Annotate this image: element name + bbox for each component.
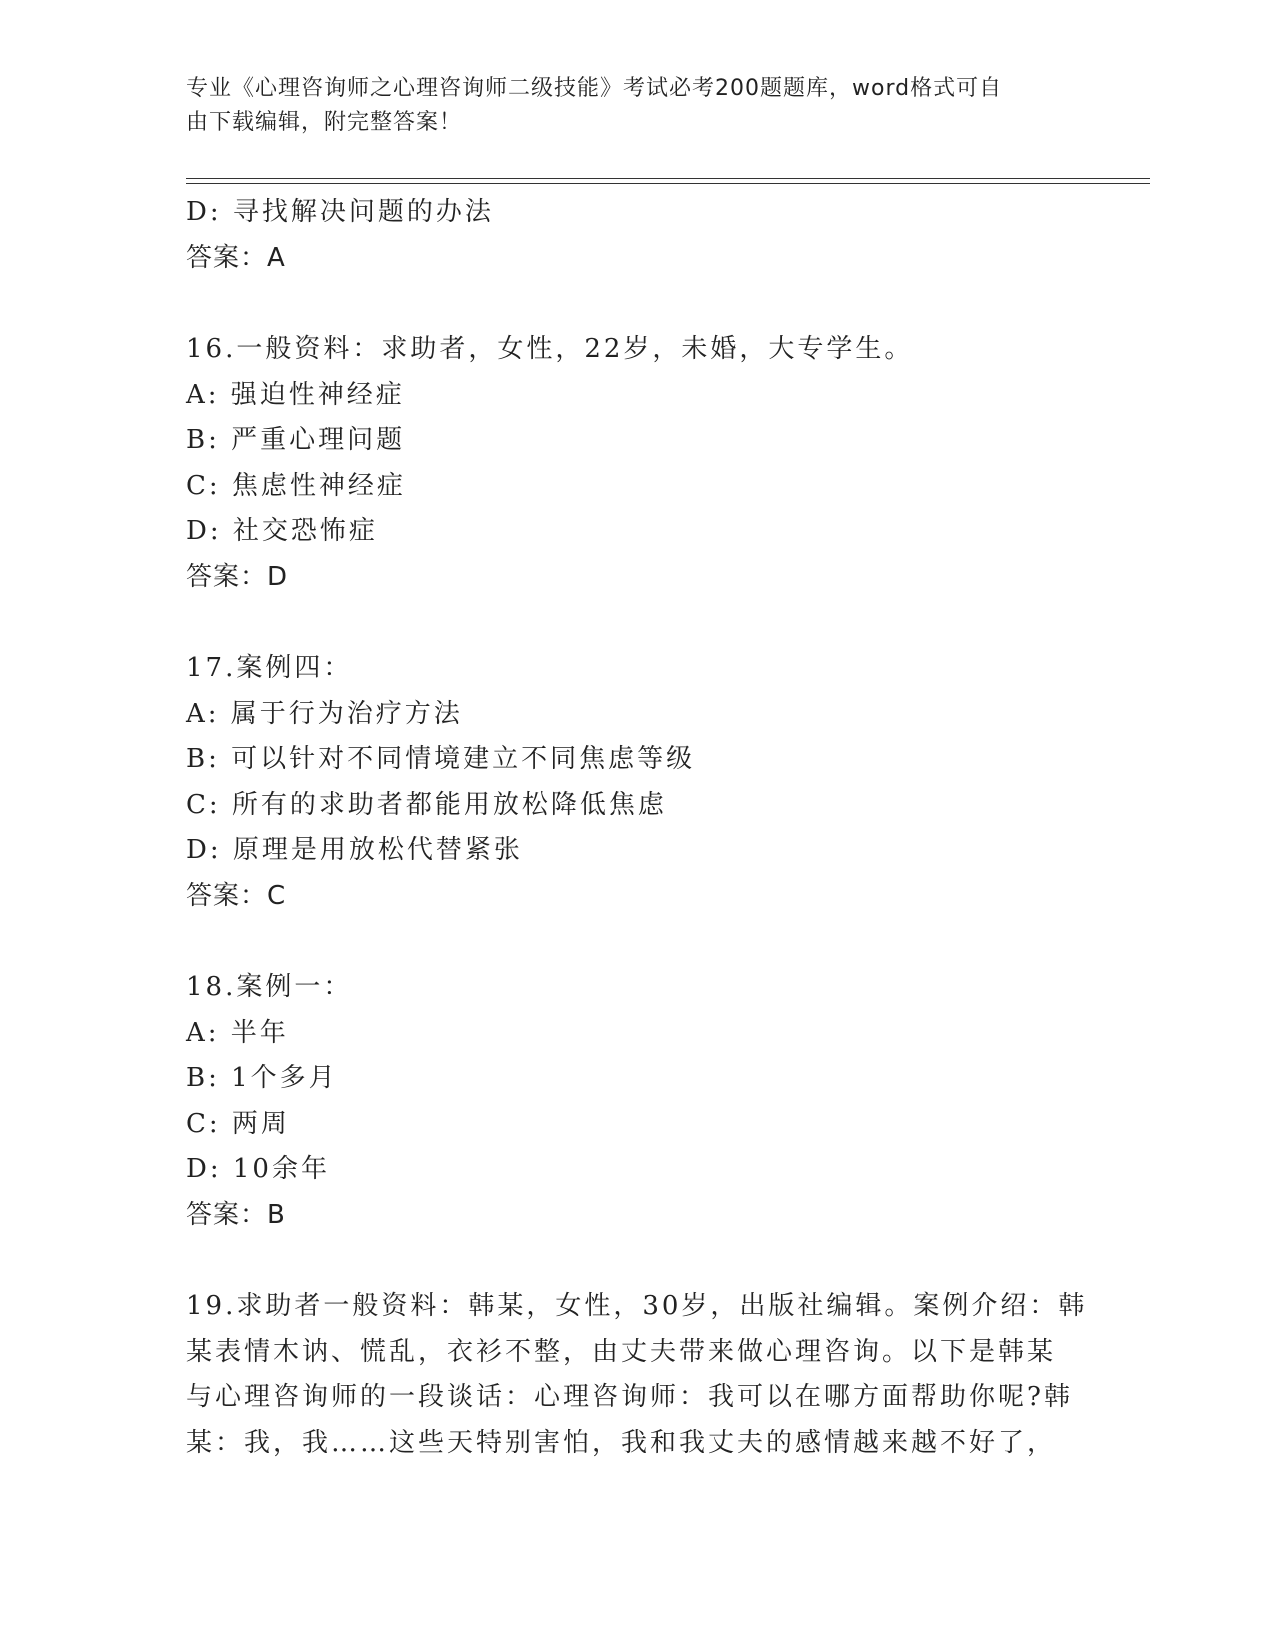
question-stem: 17.案例四：	[186, 653, 353, 683]
option-b: B: 严重心理问题	[186, 425, 406, 455]
spacer	[186, 1238, 1086, 1284]
header-divider-bottom	[186, 183, 1150, 184]
option-a: A: 属于行为治疗方法	[186, 698, 463, 729]
option-b: B: 可以针对不同情境建立不同焦虑等级	[186, 744, 696, 774]
header-line-2: 由下载编辑，附完整答案！	[186, 110, 463, 135]
document-header	[186, 72, 1066, 140]
question-stem-line: 某表情木讷、慌乱，衣衫不整，由丈夫带来做心理咨询。以下是韩某	[186, 1336, 1057, 1367]
question-17	[186, 646, 1086, 919]
option-c: C: 焦虑性神经症	[186, 470, 406, 501]
answer: 答案：D	[186, 561, 289, 592]
question-18	[186, 965, 1086, 1238]
question-19	[186, 1284, 1086, 1466]
option-d: D: 社交恐怖症	[186, 516, 378, 546]
option-c: C: 两周	[186, 1108, 290, 1139]
prev-option-d: D: 寻找解决问题的办法	[186, 197, 494, 227]
spacer	[186, 919, 1086, 965]
option-c: C: 所有的求助者都能用放松降低焦虑	[186, 789, 667, 820]
spacer	[186, 600, 1086, 646]
prev-answer: 答案：A	[186, 242, 286, 273]
question-content	[186, 190, 1086, 1466]
answer: 答案：C	[186, 880, 287, 911]
option-b: B: 1个多月	[186, 1063, 338, 1093]
question-stem-line: 19.求助者一般资料：韩某，女性，30岁，出版社编辑。案例介绍：韩	[186, 1291, 1088, 1321]
question-16	[186, 327, 1086, 600]
option-a: A: 强迫性神经症	[186, 379, 405, 410]
question-stem: 16.一般资料：求助者，女性，22岁，未婚，大专学生。	[186, 334, 914, 364]
question-stem-line: 与心理咨询师的一段谈话：心理咨询师：我可以在哪方面帮助你呢?韩	[186, 1382, 1073, 1412]
spacer	[186, 281, 1086, 327]
question-stem-line: 某：我，我……这些天特别害怕，我和我丈夫的感情越来越不好了，	[186, 1427, 1057, 1458]
answer: 答案：B	[186, 1199, 286, 1230]
header-line-1: 专业《心理咨询师之心理咨询师二级技能》考试必考200题题库，word格式可自	[186, 76, 1003, 101]
header-divider-top	[186, 178, 1150, 179]
option-d: D: 原理是用放松代替紧张	[186, 835, 523, 865]
question-stem: 18.案例一：	[186, 972, 353, 1002]
option-a: A: 半年	[186, 1017, 289, 1048]
option-d: D: 10余年	[186, 1154, 330, 1184]
